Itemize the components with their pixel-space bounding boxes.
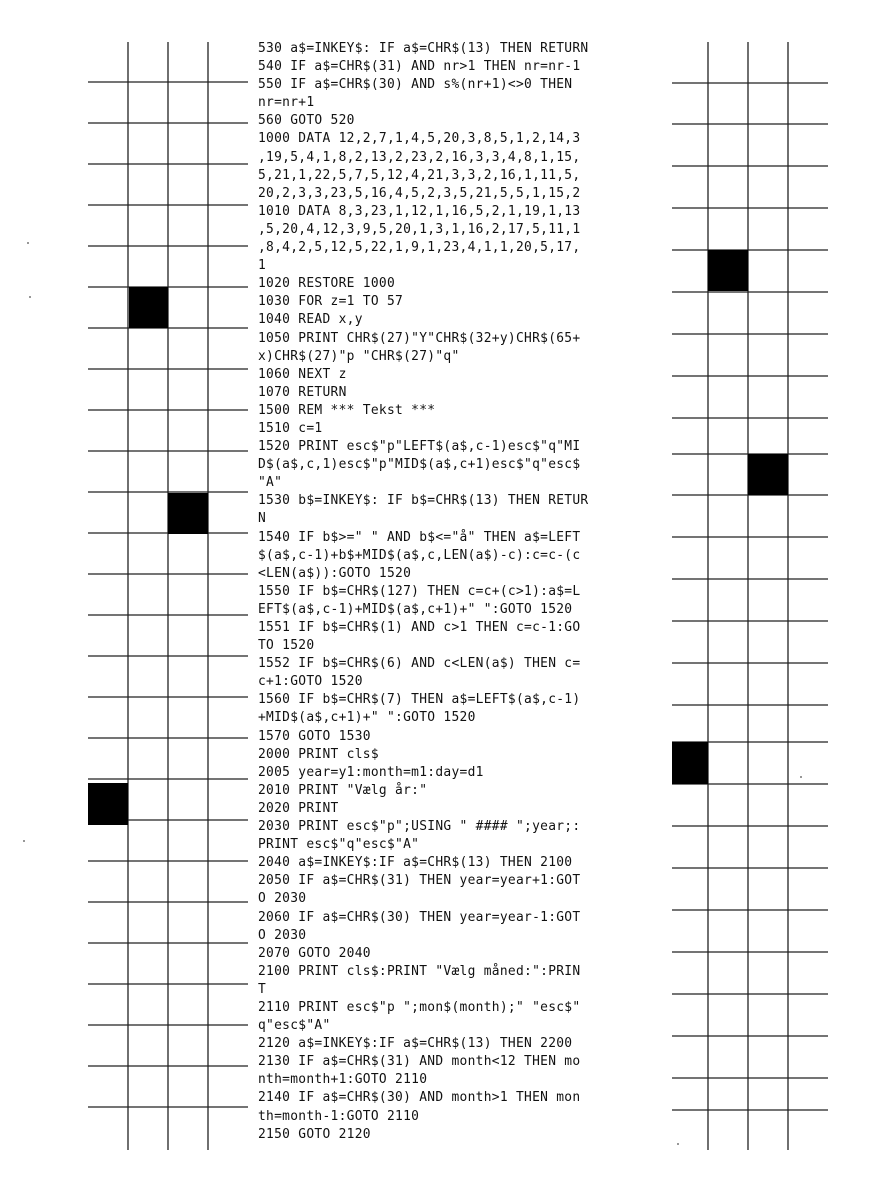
code-line: 1030 FOR z=1 TO 57	[258, 294, 404, 310]
code-line: 2000 PRINT cls$	[258, 746, 379, 762]
code-line: O 2030	[258, 927, 307, 943]
code-line: c+1:GOTO 1520	[258, 674, 363, 690]
code-line: 1000 DATA 12,2,7,1,4,5,20,3,8,5,1,2,14,3	[258, 131, 581, 147]
code-line: T	[258, 981, 267, 997]
code-line: $(a$,c-1)+b$+MID$(a$,c,LEN(a$)-c):c=c-(c	[258, 547, 581, 563]
code-line: "A"	[258, 475, 283, 491]
code-line: 1010 DATA 8,3,23,1,12,1,16,5,2,1,19,1,13	[258, 203, 581, 219]
filled-cell	[129, 287, 168, 328]
scan-speck	[27, 242, 29, 244]
code-line: O 2030	[258, 891, 307, 907]
code-line: D$(a$,c,1)esc$"p"MID$(a$,c+1)esc$"q"esc$	[258, 457, 581, 473]
code-line: nth=month+1:GOTO 2110	[258, 1072, 428, 1088]
code-line: 1560 IF b$=CHR$(7) THEN a$=LEFT$(a$,c-1)	[258, 692, 581, 708]
code-line: 1020 RESTORE 1000	[258, 276, 396, 292]
code-line: 2060 IF a$=CHR$(30) THEN year=year-1:GOT	[258, 909, 581, 925]
code-line: 1530 b$=INKEY$: IF b$=CHR$(13) THEN RETUR	[258, 493, 589, 509]
code-line: 1060 NEXT z	[258, 366, 347, 382]
code-line: 2020 PRINT	[258, 800, 339, 816]
code-line: ,5,20,4,12,3,9,5,20,1,3,1,16,2,17,5,11,1	[258, 221, 581, 237]
code-line: 1500 REM *** Tekst ***	[258, 402, 436, 418]
filled-cell	[88, 783, 128, 825]
code-line: 1040 READ x,y	[258, 312, 363, 328]
basic-listing	[258, 40, 673, 1144]
scan-speck	[800, 776, 802, 778]
code-line: nr=nr+1	[258, 95, 315, 111]
code-line: 530 a$=INKEY$: IF a$=CHR$(13) THEN RETURN	[258, 41, 589, 56]
code-line: 2005 year=y1:month=m1:day=d1	[258, 764, 484, 780]
code-line: 540 IF a$=CHR$(31) AND nr>1 THEN nr=nr-1	[258, 59, 581, 75]
code-line: ,19,5,4,1,8,2,13,2,23,2,16,3,3,4,8,1,15,	[258, 149, 581, 165]
filled-cell	[168, 493, 208, 534]
code-line: 2010 PRINT "Vælg år:"	[258, 782, 428, 798]
code-line: 2030 PRINT esc$"p";USING " #### ";year;:	[258, 819, 581, 835]
scan-speck	[23, 840, 25, 842]
filled-cell	[748, 454, 788, 495]
code-line: 1	[258, 258, 267, 274]
code-line: 2040 a$=INKEY$:IF a$=CHR$(13) THEN 2100	[258, 855, 573, 871]
code-line: ,8,4,2,5,12,5,22,1,9,1,23,4,1,1,20,5,17,	[258, 240, 581, 256]
code-line: 2110 PRINT esc$"p ";mon$(month);" "esc$"	[258, 999, 581, 1015]
code-line: +MID$(a$,c+1)+" ":GOTO 1520	[258, 710, 476, 726]
scan-speck	[677, 1143, 679, 1145]
code-line: 550 IF a$=CHR$(30) AND s%(nr+1)<>0 THEN	[258, 77, 573, 93]
filled-cell	[672, 742, 708, 784]
code-line: 2070 GOTO 2040	[258, 945, 371, 961]
code-line: N	[258, 511, 267, 527]
code-line: 1050 PRINT CHR$(27)"Y"CHR$(32+y)CHR$(65+	[258, 330, 581, 346]
code-line: 20,2,3,3,23,5,16,4,5,2,3,5,21,5,5,1,15,2	[258, 185, 581, 201]
code-line: <LEN(a$)):GOTO 1520	[258, 565, 412, 581]
code-line: th=month-1:GOTO 2110	[258, 1108, 420, 1124]
code-line: 5,21,1,22,5,7,5,12,4,21,3,3,2,16,1,11,5,	[258, 167, 581, 183]
code-line: x)CHR$(27)"p "CHR$(27)"q"	[258, 348, 460, 364]
code-line: EFT$(a$,c-1)+MID$(a$,c+1)+" ":GOTO 1520	[258, 601, 573, 617]
code-line: 1540 IF b$>=" " AND b$<="å" THEN a$=LEFT	[258, 529, 581, 545]
scan-speck	[29, 296, 31, 298]
code-line: 2150 GOTO 2120	[258, 1126, 371, 1142]
code-line: 2130 IF a$=CHR$(31) AND month<12 THEN mo	[258, 1054, 581, 1070]
code-line: 1552 IF b$=CHR$(6) AND c<LEN(a$) THEN c=	[258, 656, 581, 672]
code-line: 1520 PRINT esc$"p"LEFT$(a$,c-1)esc$"q"MI	[258, 439, 581, 455]
filled-cell	[708, 250, 748, 291]
code-line: 2120 a$=INKEY$:IF a$=CHR$(13) THEN 2200	[258, 1036, 573, 1052]
code-line: 560 GOTO 520	[258, 113, 355, 129]
code-line: TO 1520	[258, 638, 315, 654]
code-line: 1510 c=1	[258, 420, 323, 436]
code-line: 2100 PRINT cls$:PRINT "Vælg måned:":PRIN	[258, 963, 581, 979]
code-line: q"esc$"A"	[258, 1018, 331, 1034]
code-line: 1550 IF b$=CHR$(127) THEN c=c+(c>1):a$=L	[258, 583, 581, 599]
code-line: 2050 IF a$=CHR$(31) THEN year=year+1:GOT	[258, 873, 581, 889]
code-line: 1570 GOTO 1530	[258, 728, 371, 744]
code-line: 2140 IF a$=CHR$(30) AND month>1 THEN mon	[258, 1090, 581, 1106]
code-line: 1551 IF b$=CHR$(1) AND c>1 THEN c=c-1:GO	[258, 620, 581, 635]
code-line: PRINT esc$"q"esc$"A"	[258, 837, 420, 853]
code-line: 1070 RETURN	[258, 384, 347, 400]
